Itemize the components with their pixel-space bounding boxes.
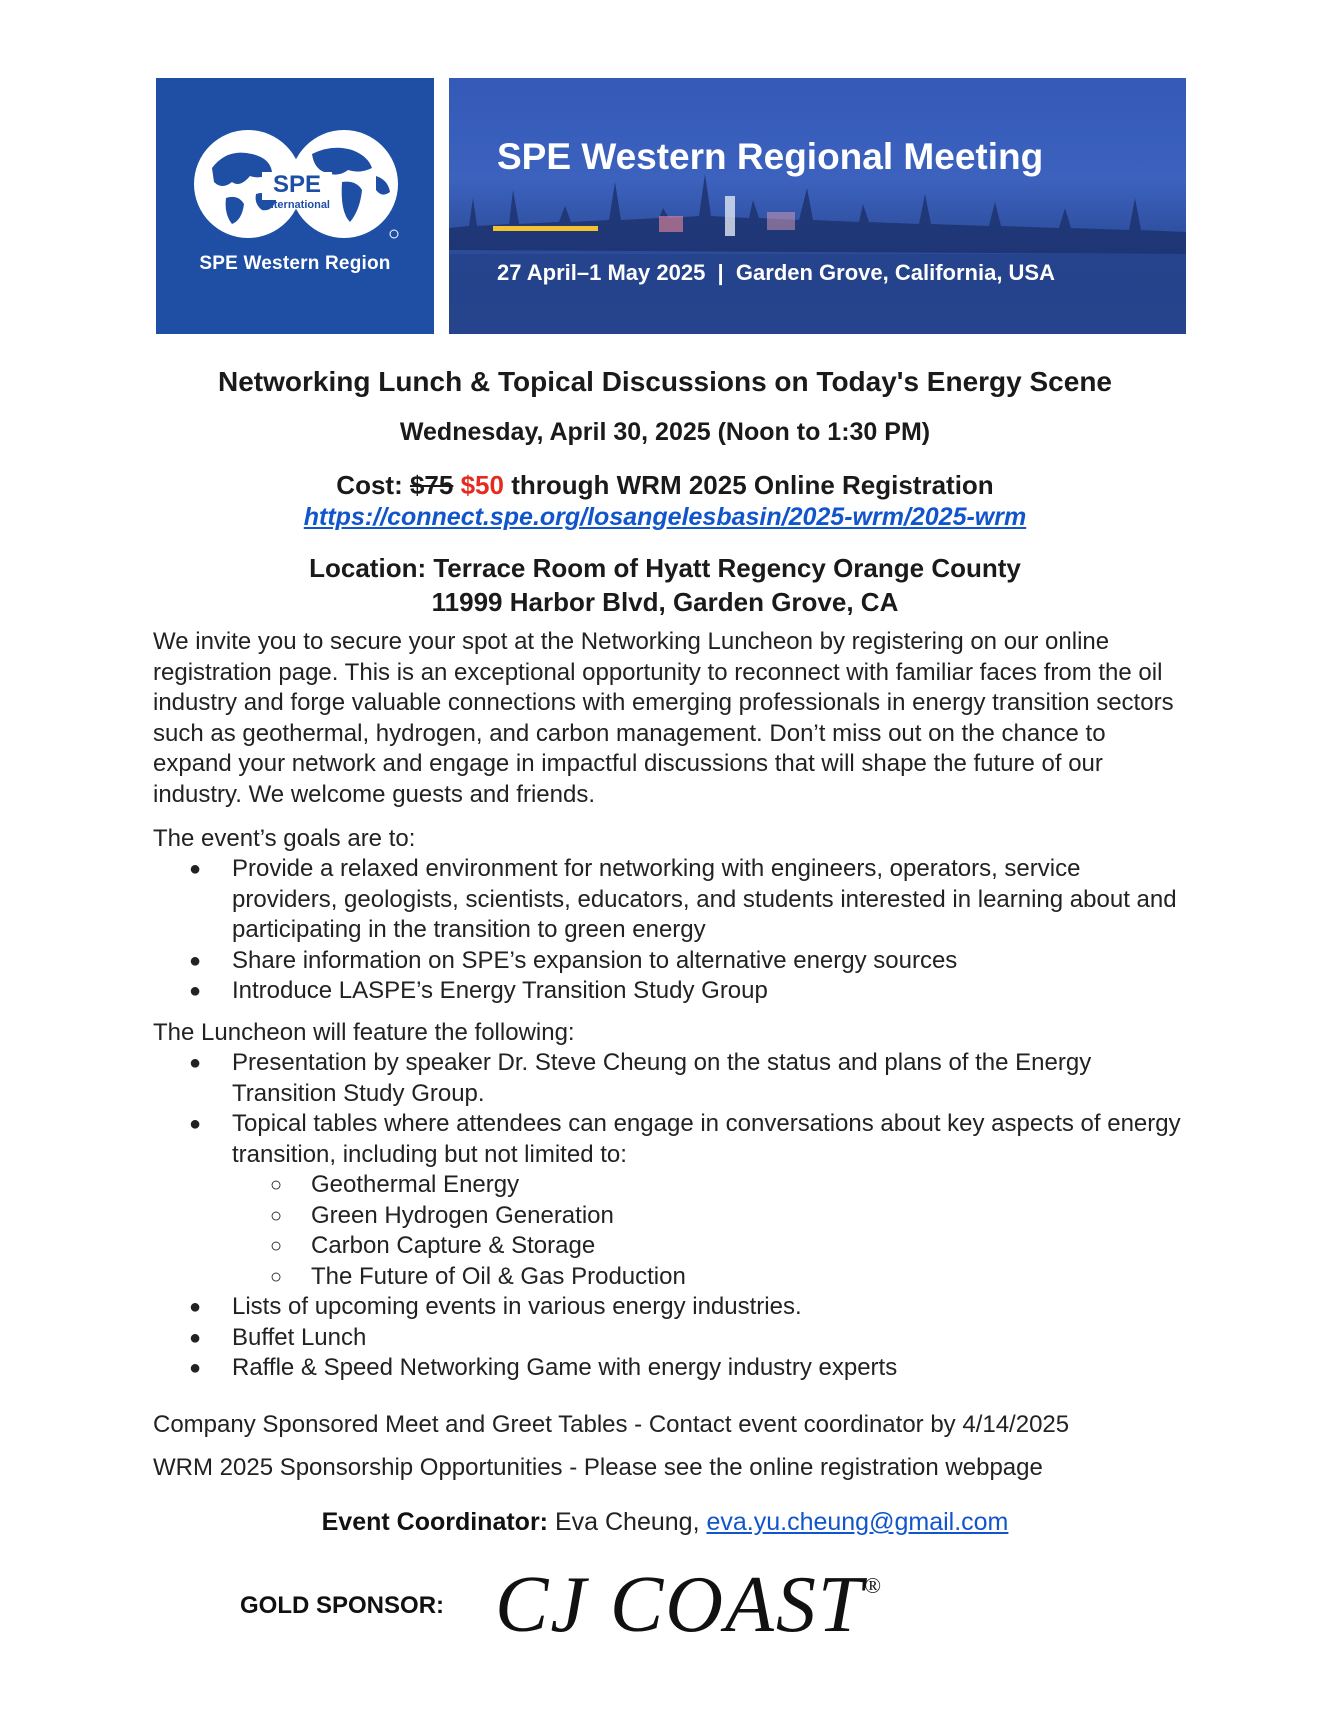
spe-globe-logo-icon	[192, 128, 402, 240]
cost-suffix: through WRM 2025 Online Registration	[511, 470, 994, 500]
list-item: ● Buffet Lunch	[153, 1323, 1183, 1354]
list-item: ● Introduce LASPE’s Energy Transition Study Group	[153, 976, 1183, 1007]
event-cost	[0, 470, 1330, 501]
topic-item: ○ The Future of Oil & Gas Production	[153, 1262, 1183, 1293]
list-item: ● Provide a relaxed environment for networking with engineers, operators, service providers, geologists, scientists, educators, and students interested in learning about and participating in the transition to green energy	[189, 855, 1177, 943]
coordinator-name: Eva Cheung,	[554, 1508, 700, 1536]
meeting-panel	[449, 78, 1186, 334]
company-tables-note: Company Sponsored Meet and Greet Tables - Contact event coordinator by 4/14/2025	[153, 1411, 1070, 1438]
bullet-icon: ●	[189, 1357, 202, 1379]
goals-intro: The event’s goals are to:	[153, 825, 416, 852]
cost-label: Cost:	[336, 470, 403, 500]
coordinator-label: Event Coordinator:	[321, 1508, 549, 1536]
list-item: ● Topical tables where attendees can engage in conversations about key aspects of energy transition, including but not limited to:	[189, 1110, 1181, 1168]
accent-bar	[493, 226, 598, 231]
registered-mark: ®	[864, 1573, 884, 1598]
location-line-1: Location: Terrace Room of Hyatt Regency Orange County	[309, 553, 1021, 583]
region-label: SPE Western Region	[199, 253, 391, 274]
cj-coast-logo-text: CJ COAST	[495, 1561, 865, 1649]
svg-text:International: International	[263, 199, 331, 211]
cost-new: $50	[460, 470, 504, 500]
bullet-icon: ●	[189, 1296, 202, 1318]
event-coordinator	[0, 1508, 1330, 1537]
circle-bullet-icon: ○	[270, 1265, 283, 1288]
meeting-location: Garden Grove, California, USA	[735, 260, 1055, 285]
meeting-title: SPE Western Regional Meeting	[497, 136, 1044, 177]
list-item: ● Lists of upcoming events in various energy industries.	[153, 1292, 1183, 1323]
list-item: ● Share information on SPE’s expansion to alternative energy sources	[153, 946, 1183, 977]
circle-bullet-icon: ○	[270, 1204, 283, 1227]
event-banner	[156, 78, 1186, 334]
bullet-icon: ●	[189, 858, 202, 880]
coordinator-email-link[interactable]: eva.yu.cheung@gmail.com	[706, 1508, 1009, 1536]
cost-old: $75	[409, 470, 454, 500]
list-item: ● Raffle & Speed Networking Game with energy industry experts	[153, 1353, 1183, 1384]
circle-bullet-icon: ○	[270, 1235, 283, 1257]
meeting-dates: 27 April–1 May 2025	[497, 260, 706, 285]
cj-coast-logo	[495, 1560, 883, 1651]
topic-item: ○ Geothermal Energy	[153, 1170, 1183, 1201]
invitation-paragraph: We invite you to secure your spot at the Networking Luncheon by registering on our online registration page. This is an exceptional opportunity to reconnect with familiar faces from the oil industry and forge valuable connections with emerging professionals in energy transition sectors such as geothermal, hydrogen, and carbon management. Don’t miss out on the chance to expand your network and engage in impactful discussions that will shape the future of our industry. We welcome guests and friends.	[153, 628, 1174, 808]
bullet-icon: ●	[189, 1113, 202, 1135]
spe-logo-panel	[156, 78, 434, 334]
features-intro: The Luncheon will feature the following:	[153, 1019, 575, 1046]
list-item: ● Presentation by speaker Dr. Steve Cheung on the status and plans of the Energy Transition Study Group.	[189, 1049, 1092, 1107]
sponsorship-note: WRM 2025 Sponsorship Opportunities - Please see the online registration webpage	[153, 1454, 1043, 1481]
event-date: Wednesday, April 30, 2025 (Noon to 1:30 PM)	[399, 418, 931, 446]
bullet-icon: ●	[189, 949, 202, 972]
meeting-dates-location: 27 April–1 May 2025 | Garden Grove, California, USA	[497, 260, 1055, 285]
bullet-icon: ●	[189, 1326, 202, 1349]
bullet-icon: ●	[189, 980, 202, 1002]
svg-text:SPE: SPE	[272, 171, 322, 198]
location-line-2: 11999 Harbor Blvd, Garden Grove, CA	[431, 587, 899, 617]
city-skyline-photo	[449, 78, 1186, 334]
event-title: Networking Lunch & Topical Discussions on Today's Energy Scene	[217, 366, 1113, 397]
features-list	[153, 1048, 1183, 1384]
goals-list	[153, 854, 1183, 1007]
circle-bullet-icon: ○	[270, 1174, 283, 1196]
registration-link[interactable]: https://connect.spe.org/losangelesbasin/2025-wrm/2025-wrm	[303, 503, 1027, 531]
topic-item: ○ Carbon Capture & Storage	[153, 1231, 1183, 1262]
topic-item: ○ Green Hydrogen Generation	[153, 1201, 1183, 1232]
bullet-icon: ●	[189, 1052, 202, 1074]
gold-sponsor-label: GOLD SPONSOR:	[240, 1592, 445, 1619]
